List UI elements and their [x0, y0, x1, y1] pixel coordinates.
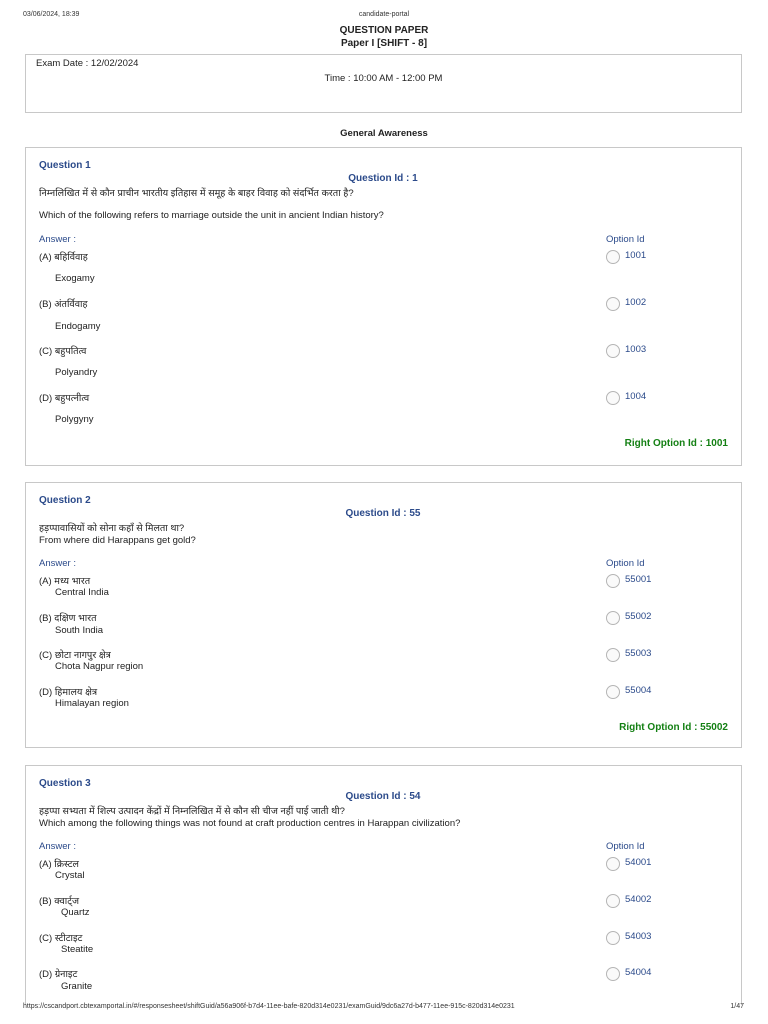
option-hindi: (C) छोटा नागपुर क्षेत्र [39, 650, 111, 661]
option-english: Granite [61, 981, 93, 992]
option-radio[interactable] [606, 857, 620, 871]
option-id: 55004 [625, 685, 652, 696]
option-hindi: (A) बहिर्विवाह [39, 252, 88, 263]
option-radio[interactable] [606, 967, 620, 981]
site-name: candidate-portal [358, 11, 410, 18]
exam-time: Time : 10:00 AM - 12:00 PM [324, 73, 443, 84]
paper-subtitle: Paper I [SHIFT - 8] [340, 38, 428, 49]
option-id: 1004 [625, 391, 647, 402]
question-label: Question 1 [39, 160, 91, 171]
option-id: 54003 [625, 931, 652, 942]
option-english: Himalayan region [55, 698, 129, 709]
option-english: Endogamy [55, 321, 101, 332]
question-label: Question 3 [39, 778, 91, 789]
question-id: Question Id : 1 [348, 173, 418, 184]
answer-label: Answer : [39, 234, 76, 245]
option-radio[interactable] [606, 250, 620, 264]
question-text-english: Which of the following refers to marriage outside the unit in ancient Indian history? [39, 210, 384, 221]
option-id: 55003 [625, 648, 652, 659]
option-radio[interactable] [606, 611, 620, 625]
option-hindi: (D) बहुपत्नीत्व [39, 393, 90, 404]
question-id: Question Id : 55 [345, 508, 421, 519]
option-radio[interactable] [606, 391, 620, 405]
option-radio[interactable] [606, 574, 620, 588]
option-hindi: (C) स्टीटाइट [39, 933, 83, 944]
option-radio[interactable] [606, 894, 620, 908]
option-radio[interactable] [606, 344, 620, 358]
page-number: 1/47 [730, 1003, 744, 1010]
option-hindi: (A) मध्य भारत [39, 576, 91, 587]
option-radio[interactable] [606, 648, 620, 662]
option-english: Chota Nagpur region [55, 661, 144, 672]
option-id: 55002 [625, 611, 652, 622]
page-url: https://cscandport.cbtexamportal.in/#/responsesheet/shiftGuid/a56a906f-b7d4-11ee-bafe-820d314e0231/examGuid/9dc6a27d-b477-11ee-915c-820d314e0231 [23, 1003, 515, 1010]
option-hindi: (A) क्रिस्टल [39, 859, 79, 870]
option-hindi: (B) दक्षिण भारत [39, 613, 97, 624]
option-hindi: (B) अंतर्विवाह [39, 299, 88, 310]
question-label: Question 2 [39, 495, 91, 506]
option-id: 1003 [625, 344, 647, 355]
option-hindi: (D) ग्रेनाइट [39, 969, 78, 980]
option-id: 54001 [625, 857, 652, 868]
option-english: Central India [55, 587, 109, 598]
option-id-label: Option Id [606, 558, 645, 569]
option-id: 55001 [625, 574, 652, 585]
exam-info-box [25, 54, 742, 113]
option-id: 54002 [625, 894, 652, 905]
option-english: Exogamy [55, 273, 95, 284]
option-english: Polygyny [55, 414, 94, 425]
answer-label: Answer : [39, 558, 76, 569]
option-english: Crystal [55, 870, 85, 881]
option-english: Quartz [61, 907, 90, 918]
option-radio[interactable] [606, 297, 620, 311]
question-text-english: Which among the following things was not found at craft production centres in Harappan civilization? [39, 818, 461, 829]
option-hindi: (C) बहुपतित्व [39, 346, 87, 357]
exam-date: Exam Date : 12/02/2024 [36, 58, 139, 69]
answer-label: Answer : [39, 841, 76, 852]
question-text-hindi: निम्नलिखित में से कौन प्राचीन भारतीय इतिहास में समूह के बाहर विवाह को संदर्भित करता है? [39, 188, 354, 199]
question-text-hindi: हड़प्पा सभ्यता में शिल्प उत्पादन केंद्रों में निम्नलिखित में से कौन सी चीज नहीं पाई जाती थी? [39, 806, 345, 817]
option-english: Steatite [61, 944, 94, 955]
option-radio[interactable] [606, 931, 620, 945]
option-radio[interactable] [606, 685, 620, 699]
page-title: QUESTION PAPER [339, 25, 429, 36]
option-id-label: Option Id [606, 234, 645, 245]
option-id: 1001 [625, 250, 647, 261]
option-english: Polyandry [55, 367, 98, 378]
print-datetime: 03/06/2024, 18:39 [23, 11, 80, 18]
option-hindi: (D) हिमालय क्षेत्र [39, 687, 98, 698]
question-text-hindi: हड़प्पावासियों को सोना कहाँ से मिलता था? [39, 523, 185, 534]
right-option-id: Right Option Id : 55002 [619, 722, 728, 733]
option-id: 1002 [625, 297, 647, 308]
option-id-label: Option Id [606, 841, 645, 852]
option-hindi: (B) क्वार्ट्ज [39, 896, 80, 907]
section-title: General Awareness [340, 128, 428, 139]
option-english: South India [55, 625, 104, 636]
question-id: Question Id : 54 [345, 791, 421, 802]
option-id: 54004 [625, 967, 652, 978]
question-text-english: From where did Harappans get gold? [39, 535, 196, 546]
right-option-id: Right Option Id : 1001 [624, 438, 728, 449]
